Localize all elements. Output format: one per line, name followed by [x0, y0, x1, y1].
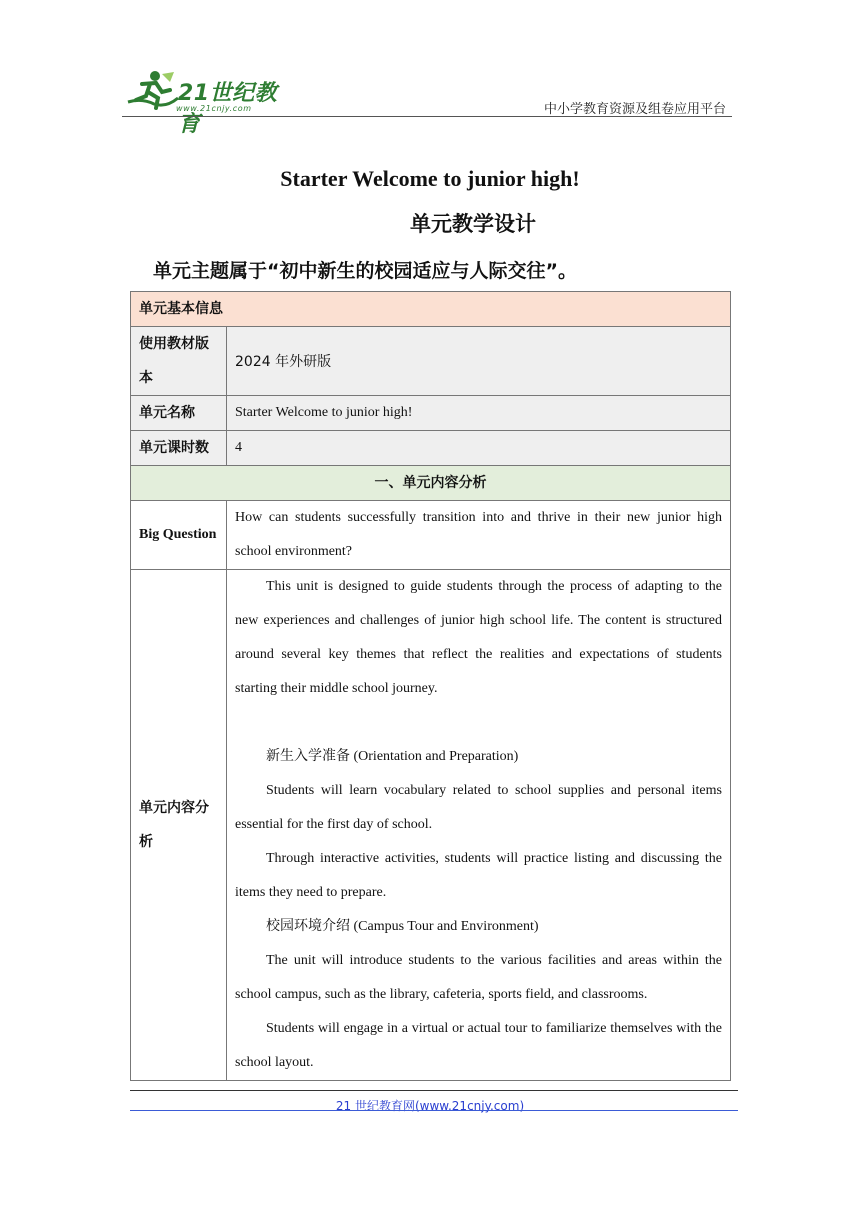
big-question-cell [227, 501, 731, 570]
unit-name-value: Starter Welcome to junior high! [227, 396, 731, 431]
textbook-row [131, 327, 731, 396]
textbook-label: 使用教材版本 [131, 327, 227, 396]
big-question-row [131, 501, 731, 570]
unit-name-label: 单元名称 [131, 396, 227, 431]
footer-underline [130, 1110, 738, 1111]
unit-theme-statement: 单元主题属于“初中新生的校园适应与人际交往”。 [153, 260, 577, 282]
basic-info-header-row [131, 292, 731, 327]
content-paragraph: Students will engage in a virtual or actual tour to familiarize themselves with the school layout. [235, 1021, 722, 1070]
site-logo[interactable] [122, 68, 297, 137]
content-analysis-label: 单元内容分析 [131, 570, 227, 1081]
unit-name-row [131, 396, 731, 431]
hours-value: 4 [227, 431, 731, 466]
content-analysis-row [131, 570, 731, 1081]
big-question-label: Big Question [131, 501, 227, 570]
hours-row [131, 431, 731, 466]
runner-logo-icon [122, 68, 182, 112]
footer-divider [130, 1090, 738, 1091]
page-header [122, 64, 732, 137]
logo-url: www.21cnjy.com [176, 104, 252, 113]
section1-header: 一、单元内容分析 [131, 466, 731, 501]
logo-text: 21世纪教育 [178, 81, 278, 137]
big-question-value: How can students successfully transition into and thrive in their new junior high school environment? [235, 510, 722, 559]
blank-line [235, 706, 722, 740]
header-divider [122, 116, 732, 117]
basic-info-header: 单元基本信息 [131, 292, 731, 327]
document-title: Starter Welcome to junior high! [280, 166, 580, 191]
document-title-cn: 单元教学设计 [410, 211, 536, 236]
content-paragraph: Students will learn vocabulary related to school supplies and personal items essential for the first day of school. [235, 783, 722, 832]
textbook-value: 2024 年外研版 [227, 327, 731, 396]
content-paragraph: Through interactive activities, students will practice listing and discussing the items they need to prepare. [235, 851, 722, 900]
content-analysis-cell [227, 570, 731, 1081]
content-subheading: 新生入学准备 (Orientation and Preparation) [266, 749, 519, 764]
section1-header-row [131, 466, 731, 501]
content-paragraph: This unit is designed to guide students through the process of adapting to the new experiences and challenges of junior high school life. The content is structured around several key themes that reflect the realities and expectations of students starting their middle school journey. [235, 579, 722, 696]
unit-design-table [130, 291, 731, 1081]
header-tagline: 中小学教育资源及组卷应用平台 [543, 102, 726, 117]
hours-label: 单元课时数 [131, 431, 227, 466]
content-paragraph: The unit will introduce students to the various facilities and areas within the school campus, such as the library, cafeteria, sports field, and classrooms. [235, 953, 722, 1002]
footer-link[interactable]: 21 世纪教育网(www.21cnjy.com) [335, 1099, 525, 1113]
content-subheading: 校园环境介绍 (Campus Tour and Environment) [266, 919, 539, 934]
